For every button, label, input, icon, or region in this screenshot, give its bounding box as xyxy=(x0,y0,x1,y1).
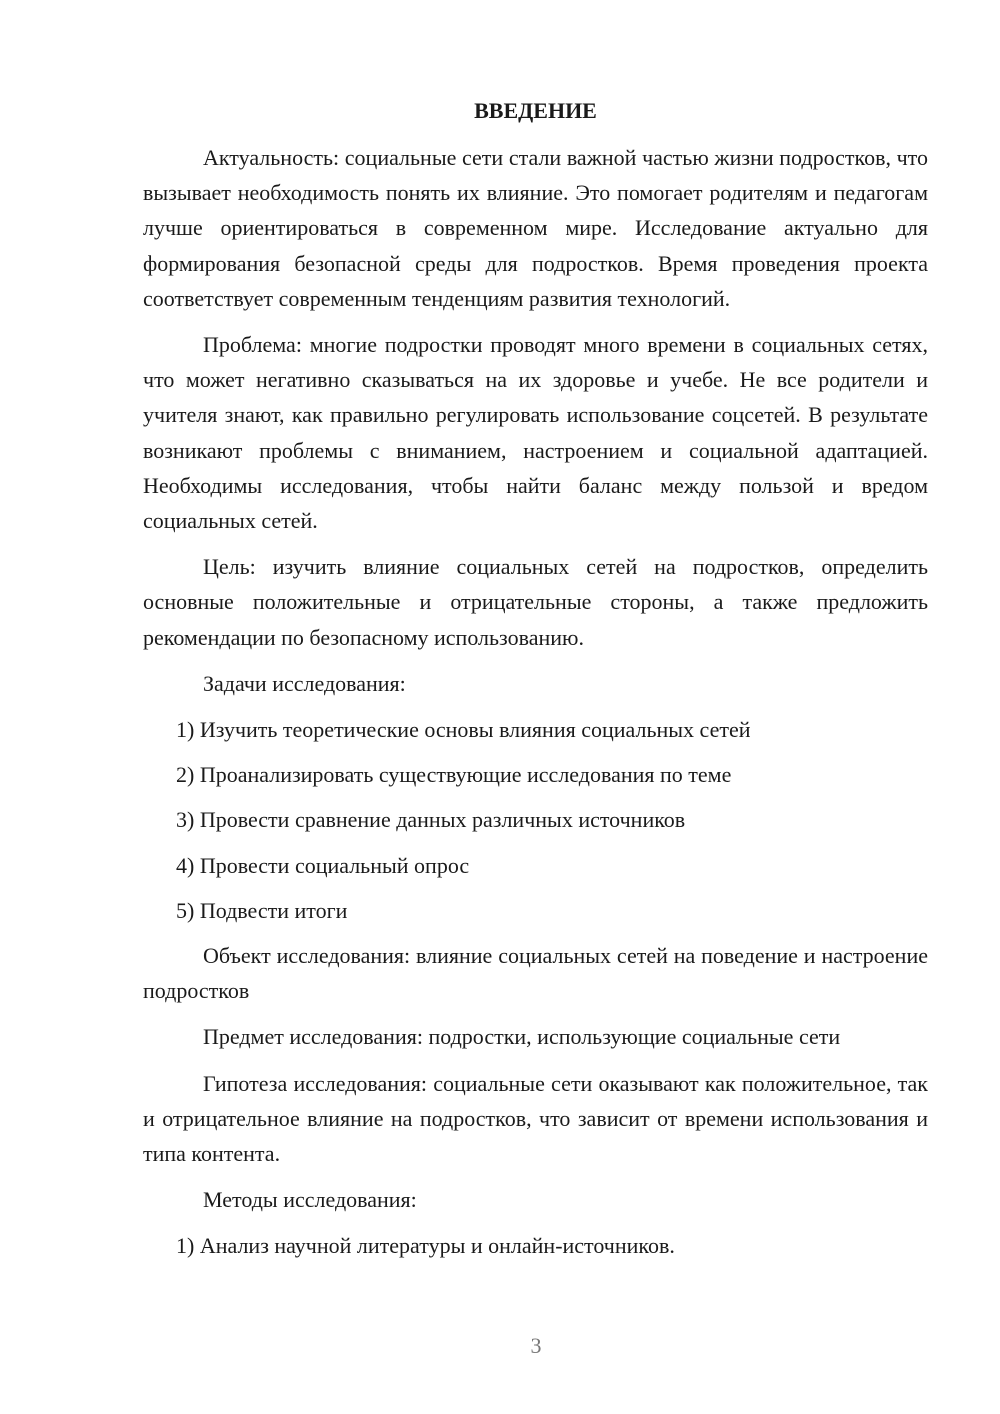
problem-paragraph: Проблема: многие подростки проводят много времени в социальных сетях, что может негативно сказываться на их здоровье и учебе. Не все родители и учителя знают, как правильно регулировать использование соцсетей. В результате возникают проблемы с вниманием, настроением и социальной адаптацией. Необходимы исследования, чтобы найти баланс между пользой и вредом социальных сетей. xyxy=(143,332,928,534)
task-item: 2) Проанализировать существующие исследования по теме xyxy=(176,762,732,788)
subject-paragraph: Предмет исследования: подростки, использующие социальные сети xyxy=(203,1024,841,1050)
goal-paragraph: Цель: изучить влияние социальных сетей на подростков, определить основные положительные и отрицательные стороны, а также предложить рекомендации по безопасному использованию. xyxy=(143,554,928,650)
method-item: 1) Анализ научной литературы и онлайн-источников. xyxy=(176,1233,675,1259)
hypothesis-paragraph: Гипотеза исследования: социальные сети оказывают как положительное, так и отрицательное влияние на подростков, что зависит от времени использования и типа контента. xyxy=(143,1070,928,1167)
section-title: ВВЕДЕНИЕ xyxy=(474,98,597,123)
relevance-paragraph: Актуальность: социальные сети стали важной частью жизни подростков, что вызывает необходимость понять их влияние. Это помогает родителям и педагогам лучше ориентироваться в современном мире. Исследование актуально для формирования безопасной среды для подростков. Время проведения проекта соответствует современным тенденциям развития технологий. xyxy=(143,145,928,311)
methods-list xyxy=(143,1228,928,1263)
task-item: 1) Изучить теоретические основы влияния социальных сетей xyxy=(176,717,751,743)
tasks-label: Задачи исследования: xyxy=(203,670,406,696)
task-item: 5) Подвести итоги xyxy=(176,897,348,923)
object-paragraph: Объект исследования: влияние социальных сетей на поведение и настроение подростков xyxy=(143,943,928,1004)
methods-label: Методы исследования: xyxy=(203,1187,417,1213)
tasks-list xyxy=(143,712,928,928)
page-number: 3 xyxy=(530,1333,542,1358)
task-item: 3) Провести сравнение данных различных источников xyxy=(176,807,686,833)
task-item: 4) Провести социальный опрос xyxy=(176,852,470,878)
document-page xyxy=(143,93,928,1274)
